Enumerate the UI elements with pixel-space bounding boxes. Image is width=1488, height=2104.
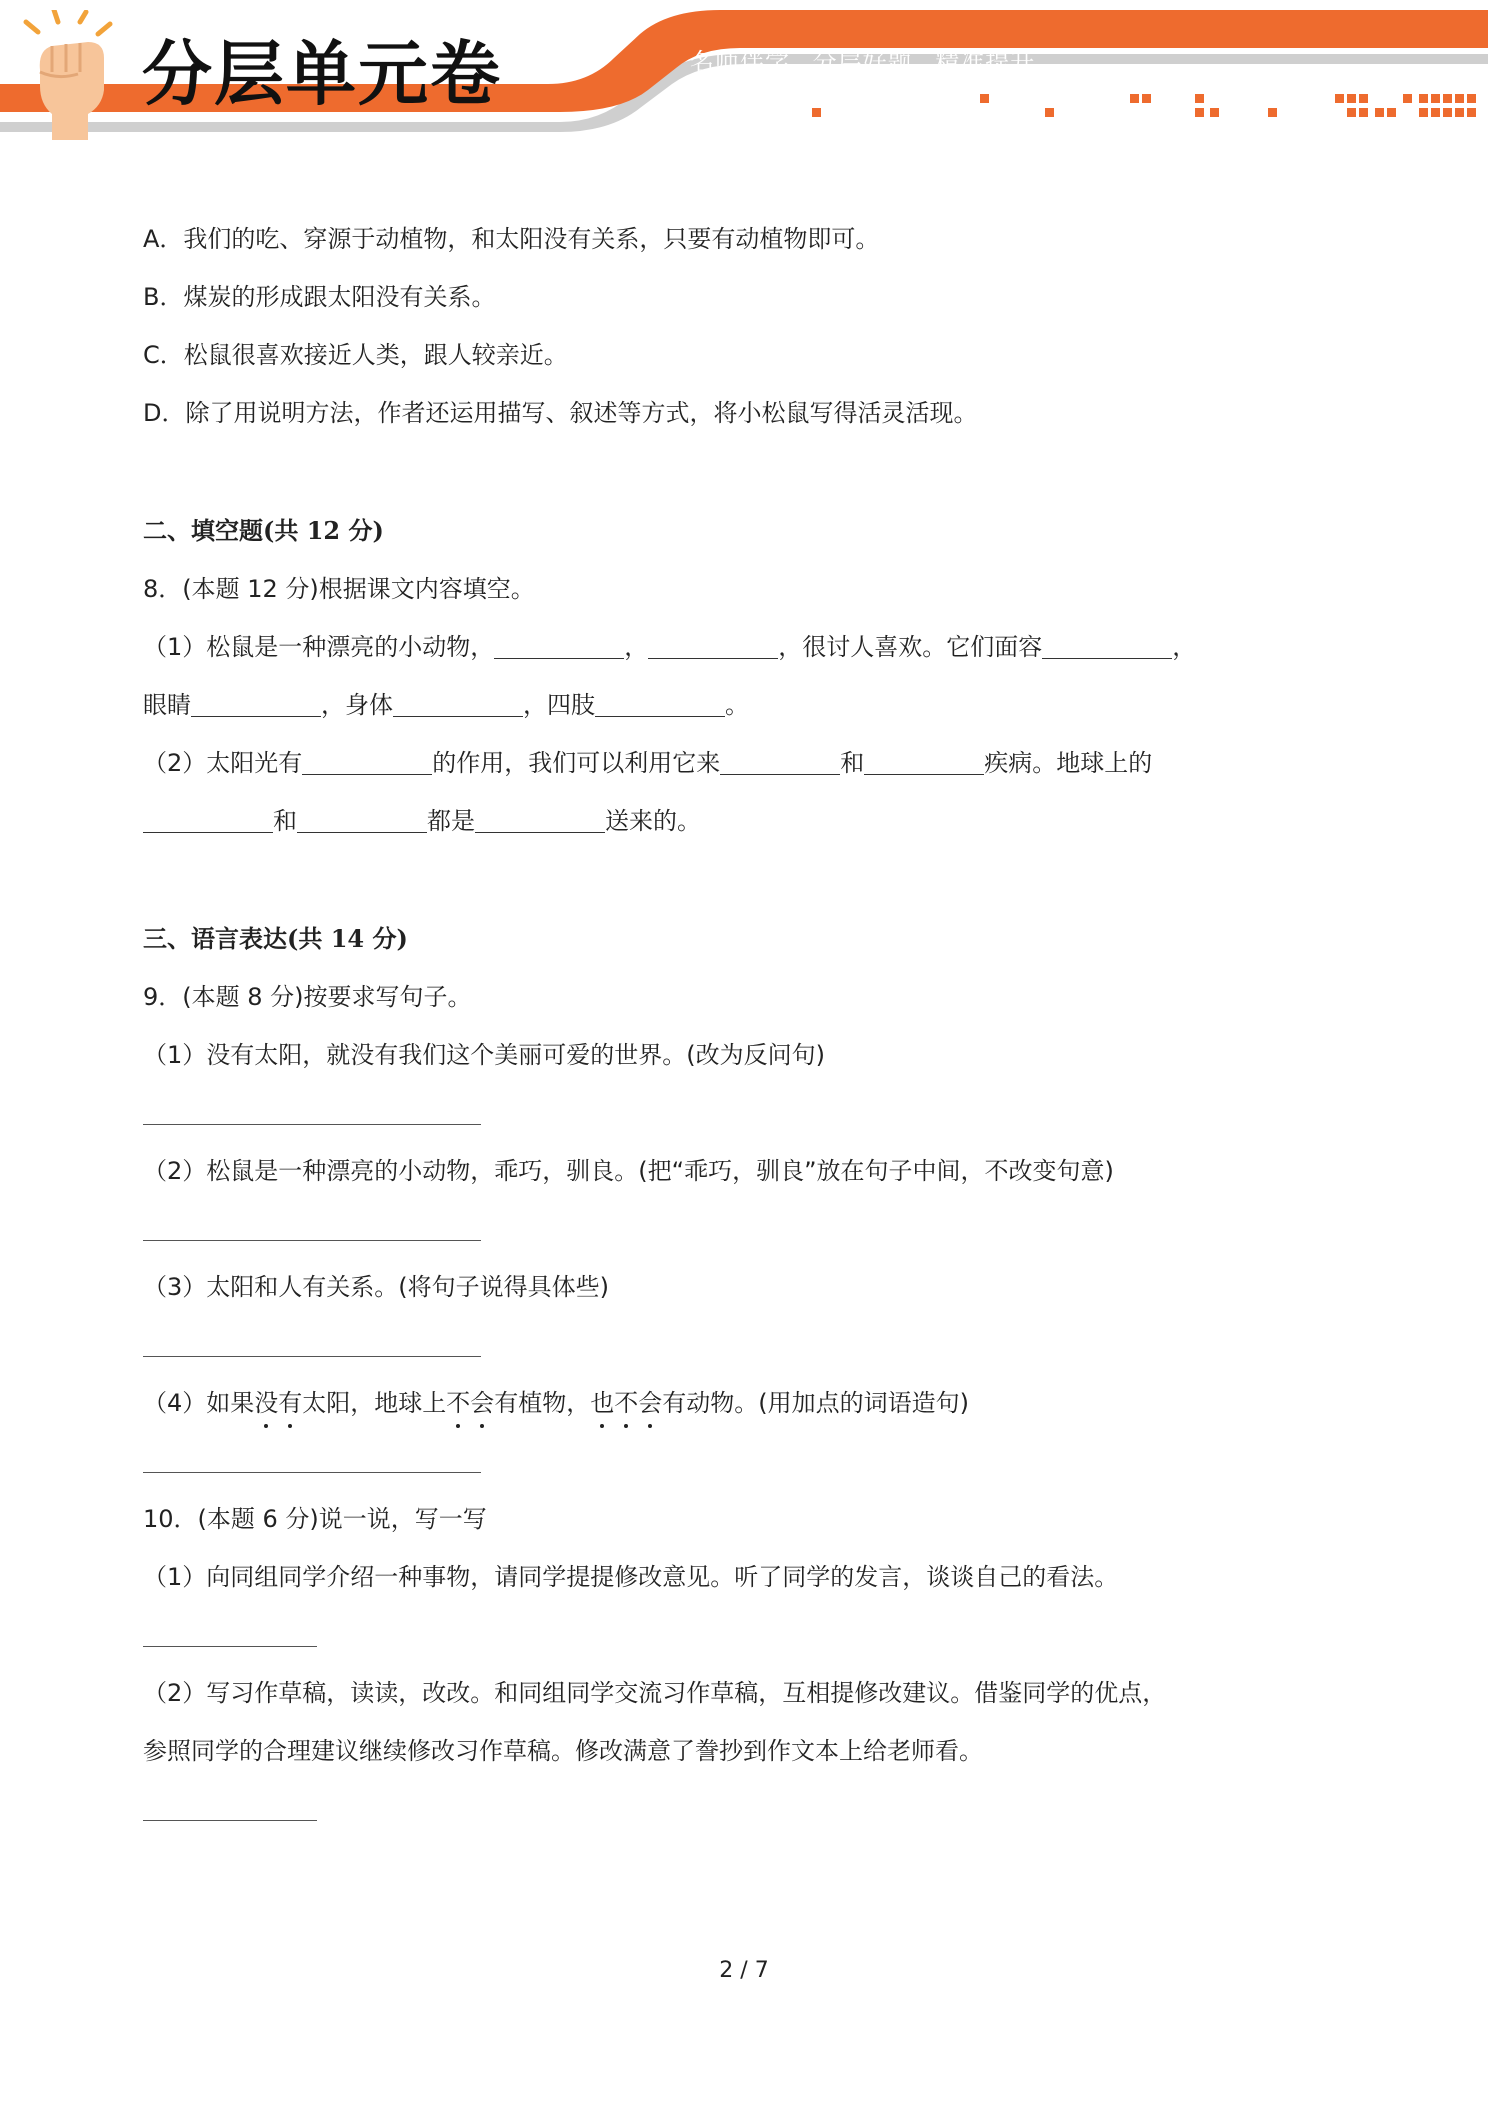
q8-part1-line2: 眼睛 ，身体 ，四肢 。 xyxy=(143,691,749,719)
q8-part1-line1: （1）松鼠是一种漂亮的小动物， ， ，很讨人喜欢。它们面容 ， xyxy=(143,633,1197,661)
q10-item-1: （1）向同组同学介绍一种事物，请同学提提修改意见。听了同学的发言，谈谈自己的看法。 xyxy=(143,1563,1119,1591)
page-number: 2 / 7 xyxy=(719,1958,769,1983)
blank[interactable] xyxy=(595,692,725,717)
q10-item-2-line1: （2）写习作草稿，读读，改改。和同组同学交流习作草稿，互相提修改建议。借鉴同学的优点， xyxy=(143,1679,1167,1707)
blank[interactable] xyxy=(1042,634,1172,659)
exam-content xyxy=(143,210,1343,1838)
dotted-char: 也 xyxy=(590,1374,614,1432)
q9-item-1: （1）没有太阳，就没有我们这个美丽可爱的世界。(改为反问句) xyxy=(143,1041,825,1069)
answer-line[interactable] xyxy=(143,1432,1343,1490)
blank[interactable] xyxy=(494,634,624,659)
brand-title: 分层单元卷 xyxy=(142,33,502,115)
q9-stem: 9．(本题 8 分)按要求写句子。 xyxy=(143,983,472,1011)
q10-stem: 10．(本题 6 分)说一说，写一写 xyxy=(143,1505,487,1533)
blank[interactable] xyxy=(720,750,840,775)
blank[interactable] xyxy=(191,692,321,717)
answer-line[interactable] xyxy=(143,1780,1343,1838)
q8-stem: 8．(本题 12 分)根据课文内容填空。 xyxy=(143,575,535,603)
q10-item-2-line2: 参照同学的合理建议继续修改习作草稿。修改满意了誊抄到作文本上给老师看。 xyxy=(143,1737,983,1765)
answer-line[interactable] xyxy=(143,1200,1343,1258)
q9-item-3: （3）太阳和人有关系。(将句子说得具体些) xyxy=(143,1273,609,1301)
q8-part2-line2: 和 都是 送来的。 xyxy=(143,792,1343,850)
blank[interactable] xyxy=(648,634,778,659)
answer-line[interactable] xyxy=(143,1606,1343,1664)
blank[interactable] xyxy=(302,750,432,775)
page-header xyxy=(0,0,1488,140)
answer-line[interactable] xyxy=(143,1084,1343,1142)
section2-title: 二、填空题(共 12 分) xyxy=(143,516,384,545)
blank[interactable] xyxy=(143,808,273,833)
blank[interactable] xyxy=(864,750,984,775)
answer-line[interactable] xyxy=(143,1316,1343,1374)
q8-part2-line1: （2）太阳光有 的作用，我们可以利用它来 和 疾病。地球上的 xyxy=(143,749,1153,777)
raised-fist-icon xyxy=(18,10,128,140)
dotted-char: 不 xyxy=(614,1374,638,1432)
blank[interactable] xyxy=(297,808,427,833)
section3-title: 三、语言表达(共 14 分) xyxy=(143,924,408,953)
blank[interactable] xyxy=(393,692,523,717)
q7-option-b: B．煤炭的形成跟太阳没有关系。 xyxy=(143,283,496,311)
dotted-char: 没 xyxy=(254,1374,278,1432)
q9-item-2: （2）松鼠是一种漂亮的小动物，乖巧，驯良。(把“乖巧，驯良”放在句子中间，不改变句意) xyxy=(143,1157,1114,1185)
dotted-char: 有 xyxy=(278,1374,302,1432)
blank[interactable] xyxy=(475,808,605,833)
q7-option-a: A．我们的吃、穿源于动植物，和太阳没有关系，只要有动植物即可。 xyxy=(143,225,880,253)
dotted-char: 不 xyxy=(446,1374,470,1432)
q7-option-c: C．松鼠很喜欢接近人类，跟人较亲近。 xyxy=(143,341,568,369)
q9-item-4: （4）如果没有太阳，地球上不会有植物，也不会有动物。(用加点的词语造句) xyxy=(143,1374,1343,1432)
dotted-char: 会 xyxy=(638,1374,662,1432)
header-slogan: 名师伴学 分层好题 精准提升 xyxy=(690,48,1036,76)
q7-option-d: D．除了用说明方法，作者还运用描写、叙述等方式，将小松鼠写得活灵活现。 xyxy=(143,399,978,427)
dotted-char: 会 xyxy=(470,1374,494,1432)
